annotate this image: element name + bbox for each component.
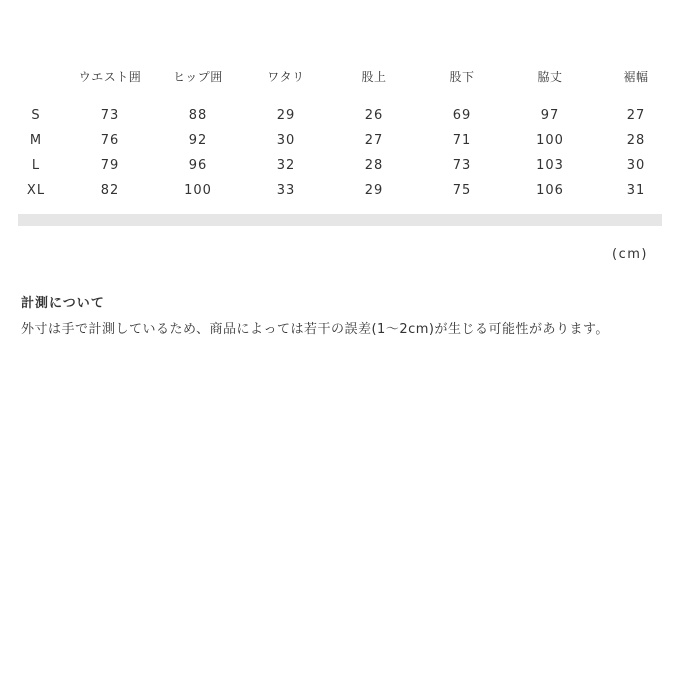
table-cell: 92: [188, 133, 208, 148]
header-cell-rise: 股上: [361, 70, 387, 84]
unit-label: (cm): [612, 247, 648, 262]
size-label: S: [31, 108, 41, 123]
table-cell: 27: [364, 133, 384, 148]
table-cell: 30: [626, 158, 646, 173]
size-label: M: [29, 133, 43, 148]
table-cell: 97: [540, 108, 560, 123]
size-label: L: [31, 158, 41, 173]
table-cell: 71: [452, 133, 472, 148]
table-cell: 29: [276, 108, 296, 123]
table-cell: 33: [276, 183, 296, 198]
table-cell: 106: [536, 183, 564, 198]
header-cell-hip: ヒップ囲: [173, 70, 223, 84]
measurement-note-title: 計測について: [21, 296, 105, 311]
table-row: [18, 104, 662, 129]
table-cell: 32: [276, 158, 296, 173]
header-cell-inseam: 股下: [449, 70, 475, 84]
header-cell-waist: ウエスト囲: [78, 70, 142, 84]
table-cell: 69: [452, 108, 472, 123]
table-header-row: [18, 62, 662, 104]
table-row: [18, 154, 662, 179]
table-cell: 27: [626, 108, 646, 123]
header-cell-hem: 裾幅: [623, 70, 649, 84]
table-cell: 26: [364, 108, 384, 123]
table-cell: 75: [452, 183, 472, 198]
table-row: [18, 179, 662, 204]
header-cell-outseam: 脇丈: [537, 70, 563, 84]
table-cell: 88: [188, 108, 208, 123]
table-cell: 100: [536, 133, 564, 148]
table-cell: 82: [100, 183, 120, 198]
table-cell: 73: [100, 108, 120, 123]
table-cell: 73: [452, 158, 472, 173]
size-label: XL: [26, 183, 46, 198]
measurement-note-body: 外寸は手で計測しているため、商品によっては若干の誤差(1〜2cm)が生じる可能性があります。: [21, 322, 609, 337]
table-cell: 31: [626, 183, 646, 198]
table-divider-bar: [18, 214, 662, 226]
table-cell: 30: [276, 133, 296, 148]
table-cell: 96: [188, 158, 208, 173]
table-cell: 76: [100, 133, 120, 148]
table-cell: 28: [626, 133, 646, 148]
table-row: [18, 129, 662, 154]
table-cell: 100: [184, 183, 212, 198]
table-cell: 29: [364, 183, 384, 198]
table-cell: 79: [100, 158, 120, 173]
header-cell-thigh: ワタリ: [267, 70, 305, 84]
size-table: [18, 62, 662, 204]
table-cell: 103: [536, 158, 564, 173]
table-cell: 28: [364, 158, 384, 173]
